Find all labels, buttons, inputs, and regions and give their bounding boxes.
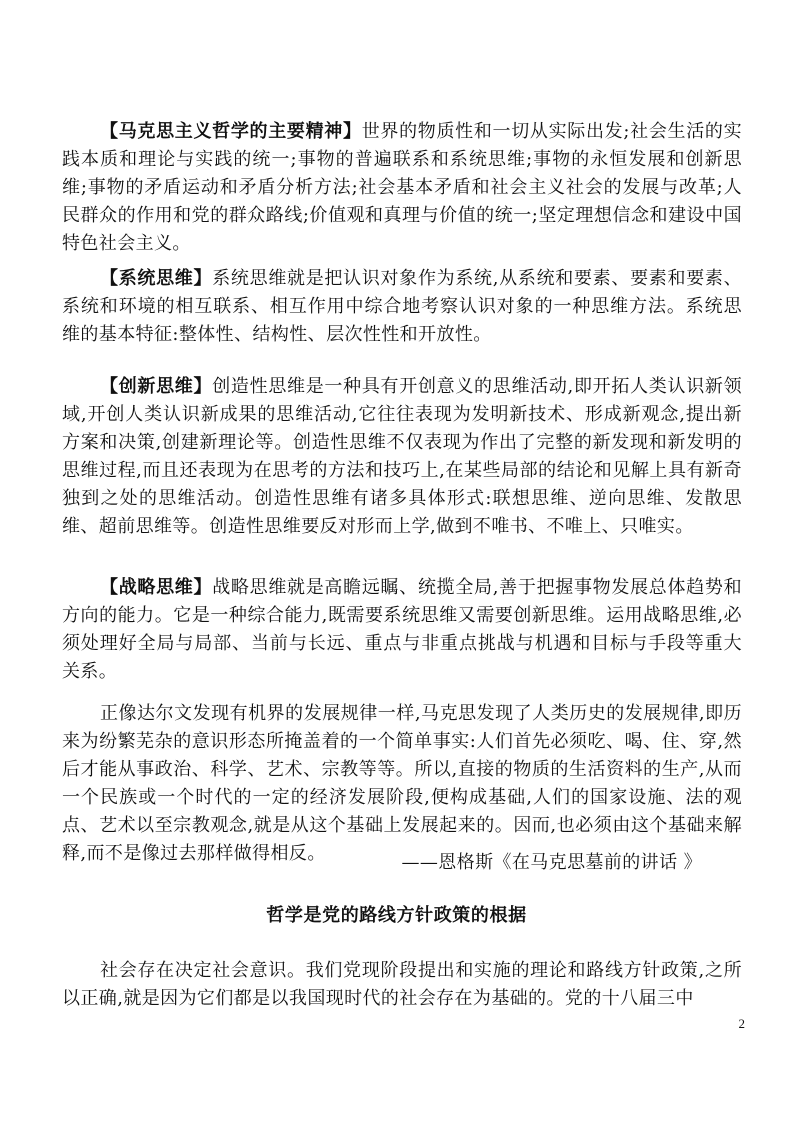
quote-source: ——恩格斯《在马克思墓前的讲话 》 (401, 852, 702, 873)
paragraph-text: 世界的物质性和一切从实际出发;社会生活的实践本质和理论与实践的统一;事物的普遍联系和系统思维;事物的永恒发展和创新思维;事物的矛盾运动和矛盾分析方法;社会基本矛盾和社会主义社会的发展与改革;人民群众的作用和党的群众路线;价值观和真理与价值的统一;坚定理想信念和建设中国特色社会主义。 (62, 121, 742, 254)
paragraph-marxist-philosophy-spirit (62, 118, 742, 258)
paragraph-innovative-thinking (62, 373, 742, 541)
term-marxist-philosophy-spirit: 【马克思主义哲学的主要精神】 (100, 121, 362, 142)
paragraph-text: 创造性思维是一种具有开创意义的思维活动,即开拓人类认识新领域,开创人类认识新成果的思维活动,它往往表现为发明新技术、形成新观念,提出新方案和决策,创建新理论等。创造性思维不仅表现为作出了完整的新发现和新发明的思维过程,而且还表现为在思考的方法和技巧上,在某些局部的结论和见解上具有新奇独到之处的思维活动。创造性思维有诸多具体形式:联想思维、逆向思维、发散思维、超前思维等。创造性思维要反对形而上学,做到不唯书、不唯上、只唯实。 (62, 376, 742, 537)
term-systems-thinking: 【系统思维】 (100, 268, 213, 289)
paragraph-strategic-thinking (62, 574, 742, 686)
section-paragraph: 社会存在决定社会意识。我们党现阶段提出和实施的理论和路线方针政策,之所以正确,就是因为它们都是以我国现时代的社会存在为基础的。党的十八届三中 (62, 960, 742, 1009)
paragraph-text: 系统思维就是把认识对象作为系统,从系统和要素、要素和要素、系统和环境的相互联系、相互作用中综合地考察认识对象的一种思维方法。系统思维的基本特征:整体性、结构性、层次性性和开放性。 (62, 268, 742, 345)
engels-quote: 正像达尔文发现有机界的发展规律一样,马克思发现了人类历史的发展规律,即历来为纷繁芜杂的意识形态所掩盖着的一个简单事实:人们首先必须吃、喝、住、穿,然后才能从事政治、科学、艺术、宗教等等。所以,直接的物质的生活资料的生产,从而一个民族或一个时代的一定的经济发展阶段,便构成基础,人们的国家设施、法的观点、艺术以至宗教观念,就是从这个基础上发展起来的。因而,也必须由这个基础来解释,而不是像过去那样做得相反。 (62, 703, 742, 864)
term-innovative-thinking: 【创新思维】 (100, 376, 213, 397)
page-number: 2 (738, 1016, 745, 1031)
paragraph-text: 战略思维就是高瞻远瞩、统揽全局,善于把握事物发展总体趋势和方向的能力。它是一种综合能力,既需要系统思维又需要创新思维。运用战略思维,必须处理好全局与局部、当前与长远、重点与非重点挑战与机遇和目标与手段等重大关系。 (62, 577, 742, 682)
section-heading: 哲学是党的路线方针政策的根据 (266, 905, 527, 926)
term-strategic-thinking: 【战略思维】 (100, 577, 213, 598)
paragraph-systems-thinking (62, 265, 742, 349)
